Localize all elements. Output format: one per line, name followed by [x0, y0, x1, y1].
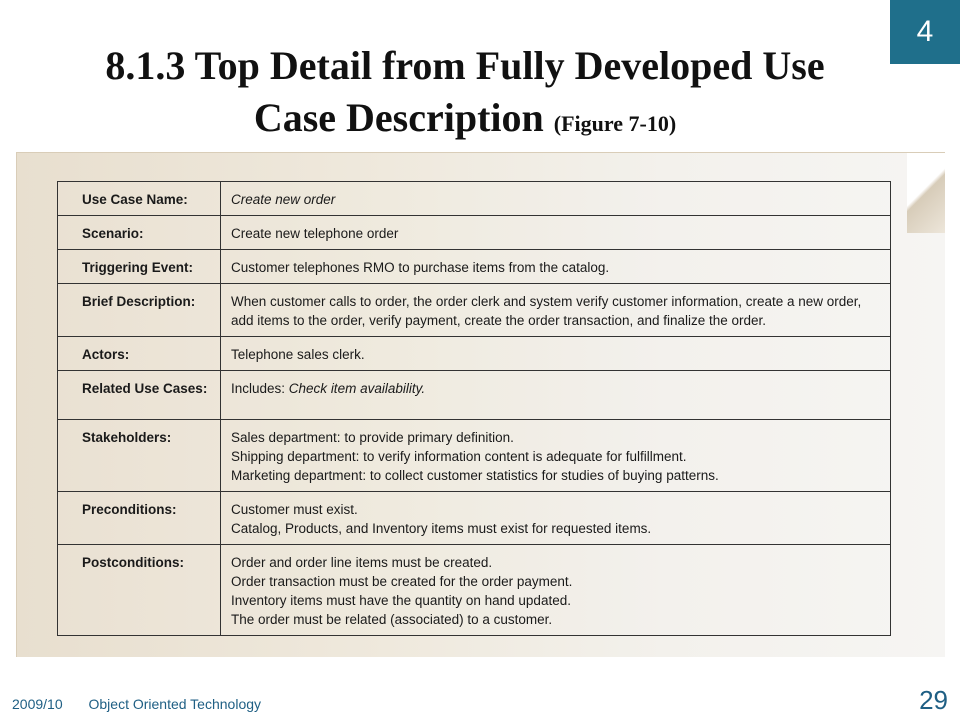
row-label: Related Use Cases:: [58, 371, 221, 420]
value-line: The order must be related (associated) to a customer.: [231, 612, 553, 627]
row-label: Scenario:: [58, 216, 221, 250]
value-line: Catalog, Products, and Inventory items must exist for requested items.: [231, 521, 652, 536]
value-line: Marketing department: to collect customer statistics for studies of buying patterns.: [231, 468, 719, 483]
footer: [12, 696, 261, 712]
table-row: [58, 182, 891, 216]
footer-course: Object Oriented Technology: [88, 696, 262, 712]
row-value-italic: Check item availability.: [288, 381, 426, 396]
row-label: Preconditions:: [58, 492, 221, 545]
table-row: [58, 371, 891, 420]
value-line: Sales department: to provide primary definition.: [231, 430, 514, 445]
row-label: Postconditions:: [58, 545, 221, 636]
value-line: Order transaction must be created for the order payment.: [231, 574, 573, 589]
row-value: Create new telephone order: [221, 216, 891, 250]
value-line: Inventory items must have the quantity on hand updated.: [231, 593, 571, 608]
table-row: [58, 250, 891, 284]
title-line-2: Case Description: [253, 95, 544, 140]
value-line: Order and order line items must be created.: [231, 555, 493, 570]
table-row: [58, 337, 891, 371]
row-value: Telephone sales clerk.: [221, 337, 891, 371]
page-curl-decoration: [907, 153, 945, 233]
table-row: [58, 420, 891, 492]
row-value-prefix: Includes:: [231, 381, 289, 396]
table-row: [58, 216, 891, 250]
page-number: 29: [919, 685, 948, 715]
row-value: [221, 545, 891, 636]
row-value: When customer calls to order, the order clerk and system verify customer information, create a new order, add items to the order, verify payment, create the order transaction, and finalize the order.: [221, 284, 891, 337]
figure-panel: [16, 152, 945, 657]
slide-title: [40, 40, 890, 150]
value-line: Shipping department: to verify information content is adequate for fulfillment.: [231, 449, 687, 464]
title-line-1: 8.1.3 Top Detail from Fully Developed Use: [105, 43, 825, 88]
row-label: Brief Description:: [58, 284, 221, 337]
row-value: Customer telephones RMO to purchase items from the catalog.: [221, 250, 891, 284]
row-label: Actors:: [58, 337, 221, 371]
row-label: Triggering Event:: [58, 250, 221, 284]
table-row: [58, 492, 891, 545]
row-value: Create new order: [221, 182, 891, 216]
footer-year: 2009/10: [12, 696, 63, 712]
table-row: [58, 284, 891, 337]
use-case-table: [57, 181, 891, 636]
row-value: [221, 420, 891, 492]
title-figure-ref: (Figure 7-10): [553, 111, 677, 136]
row-label: Stakeholders:: [58, 420, 221, 492]
table-row: [58, 545, 891, 636]
row-value: [221, 371, 891, 420]
row-label: Use Case Name:: [58, 182, 221, 216]
chapter-badge: 4: [890, 0, 960, 64]
row-value: [221, 492, 891, 545]
value-line: Customer must exist.: [231, 502, 358, 517]
